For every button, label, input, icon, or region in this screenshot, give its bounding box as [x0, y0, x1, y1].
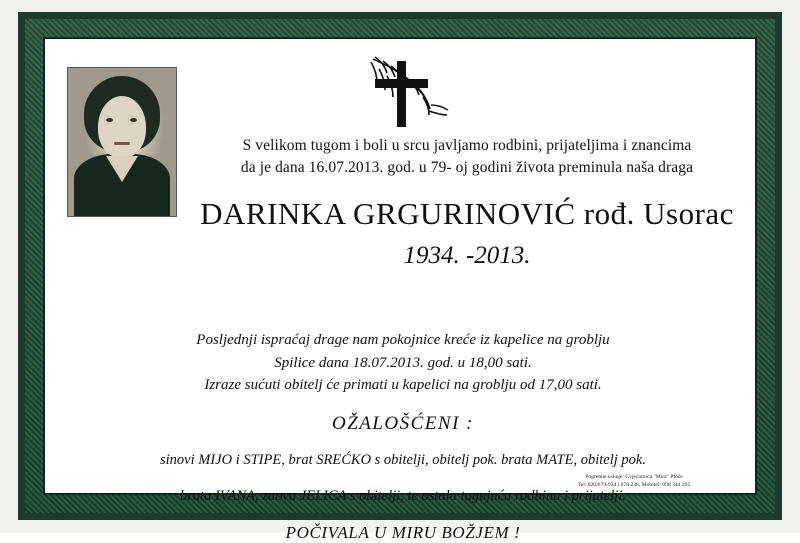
funeral-line-3: Izraze sućuti obitelj će primati u kapelici na groblju od 17,00 sati. [204, 377, 602, 393]
mourners-line-1: sinovi MIJO i STIPE, brat SREĆKO s obitelji, obitelj pok. brata MATE, obitelj pok. [160, 451, 646, 468]
closing-line: POČIVALA U MIRU BOŽJEM ! [285, 523, 521, 543]
obituary-card [18, 12, 782, 543]
imprint-line-1: Pogrebne usluge: Cvjećarnica "Mira" Ploče [585, 473, 683, 480]
cross-with-palm-branch-icon [335, 53, 465, 131]
funeral-line-2: Spilice dana 18.07.2013. god. u 18,00 sati. [274, 354, 532, 371]
portrait-face [98, 96, 146, 158]
life-years: 1934. -2013. [403, 241, 531, 269]
lead-line-1: S velikom tugom i boli u srcu javljamo rodbini, prijateljima i znancima [242, 137, 692, 154]
portrait-mouth [114, 142, 130, 145]
funeral-line-1: Posljednji ispraćaj drage nam pokojnice kreće iz kapelice na groblju [196, 332, 610, 348]
mourners-title: OŽALOŠĆENI : [331, 412, 475, 434]
portrait-eye-right [130, 118, 137, 122]
mourners-line-2: brata IVANA, zaova JELICA s obitelji, te ostala tugujuća rodbina i prijatelji. [180, 487, 626, 504]
lead-line-2: da je dana 16.07.2013. god. u 79- oj godini života preminula naša draga [240, 159, 694, 177]
deceased-name: DARINKA GRGURINOVIĆ rođ. Usorac [200, 195, 734, 231]
notice-sheet [45, 39, 755, 543]
decorative-frame [25, 19, 775, 543]
headline-block [193, 135, 741, 270]
portrait-eye-left [106, 118, 113, 122]
printer-imprint [525, 473, 743, 489]
inner-border [43, 37, 757, 543]
details-block [69, 329, 737, 543]
portrait-photo [67, 67, 177, 217]
portrait-image [68, 68, 176, 216]
imprint-line-2: Tel: 020/679-934 i 678 238, Mobitel: 098 344 295 [577, 481, 691, 488]
